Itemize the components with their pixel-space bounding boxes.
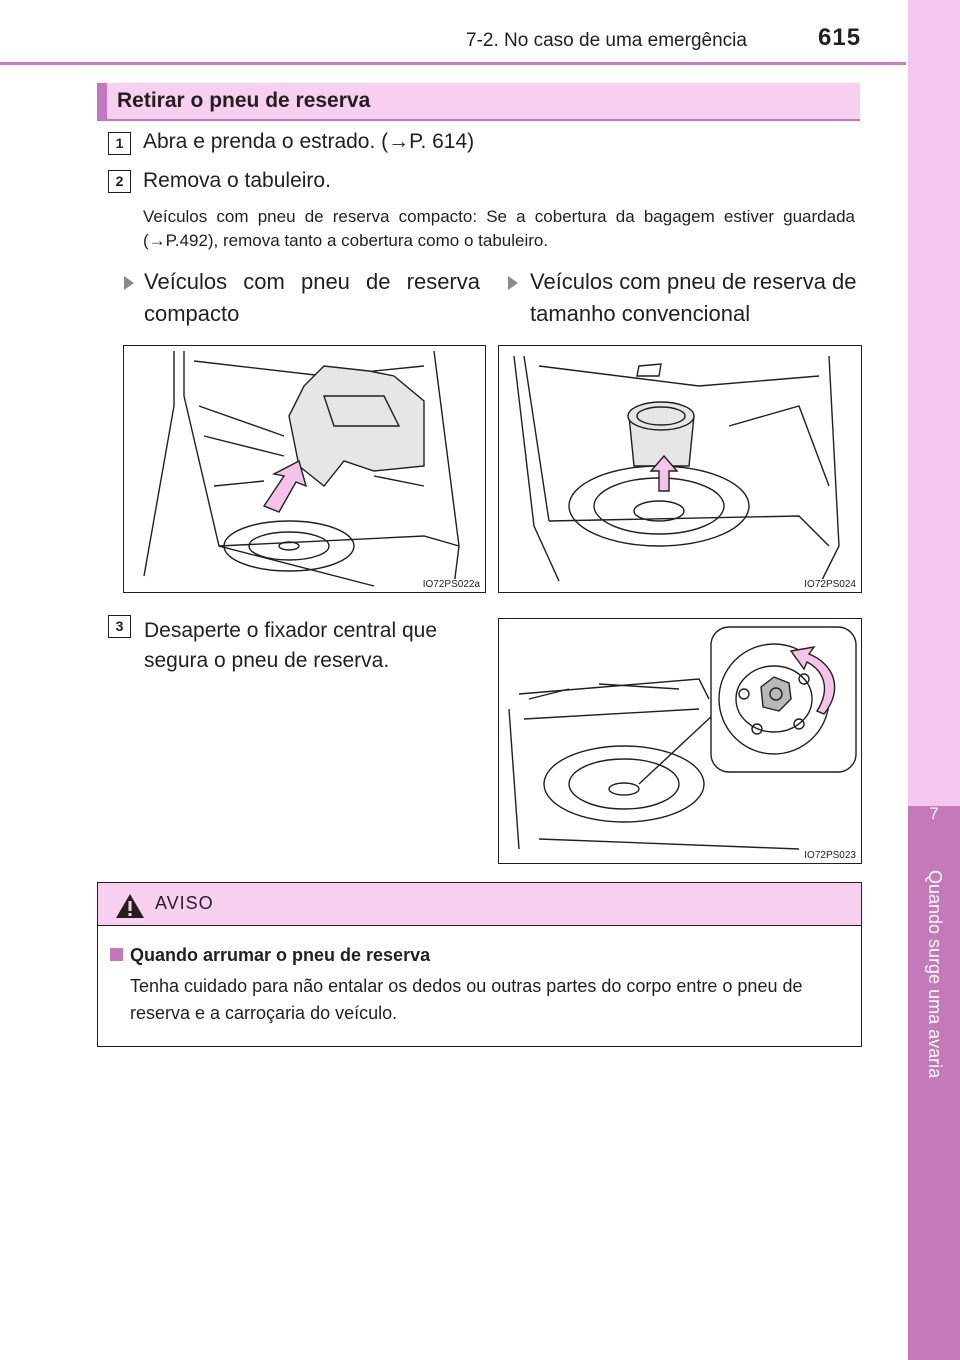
page-number: 615 (818, 24, 862, 51)
step-2-note: Veículos com pneu de reserva compacto: Se a cobertura da bagagem estiver guardada (→P.492), remova tanto a cobertura como o tabuleiro. (143, 207, 855, 250)
center-fastener-illustration (498, 618, 862, 864)
variant-title-compact: Veículos com pneu de reserva compacto (144, 269, 480, 326)
header-divider (0, 62, 906, 65)
section-title: Retirar o pneu de reserva (117, 89, 371, 112)
image-code-3: IO72PS023 (804, 850, 856, 861)
chapter-title: Quando surge uma avaria (925, 870, 945, 1079)
trunk-open-icon (499, 346, 861, 592)
step-text-3: Desaperte o fixador central que segura o pneu de reserva. (144, 619, 438, 672)
section-header: 7-2. No caso de uma emergência (466, 30, 747, 51)
image-code-2: IO72PS024 (804, 579, 856, 590)
chapter-number: 7 (929, 804, 939, 823)
bullet-triangle-icon (508, 276, 518, 290)
warning-triangle-icon (115, 893, 145, 919)
step-number-3: 3 (108, 615, 131, 638)
warning-body: Tenha cuidado para não entalar os dedos ou outras partes do corpo entre o pneu de reserva e a carroçaria do veículo. (130, 976, 803, 1023)
step-number-2: 2 (108, 170, 131, 193)
warning-heading: Quando arrumar o pneu de reserva (130, 945, 431, 965)
conventional-spare-illustration (498, 345, 862, 593)
step-text-2: Remova o tabuleiro. (143, 169, 331, 192)
warning-bullet-icon (110, 948, 123, 961)
image-code-1: IO72PS022a (422, 579, 480, 590)
side-tab-upper (908, 0, 960, 806)
step-number-1: 1 (108, 132, 131, 155)
bullet-triangle-icon (124, 276, 134, 290)
trunk-lid-lifted-icon (124, 346, 485, 592)
step-text-1: Abra e prenda o estrado. (→P. 614) (143, 130, 475, 153)
variant-title-conventional: Veículos com pneu de reserva de tamanho convencional (530, 269, 857, 326)
warning-label: AVISO (155, 893, 214, 913)
compact-spare-illustration (123, 345, 486, 593)
spare-fastener-closeup-icon (499, 619, 861, 863)
section-title-underline (97, 119, 860, 121)
